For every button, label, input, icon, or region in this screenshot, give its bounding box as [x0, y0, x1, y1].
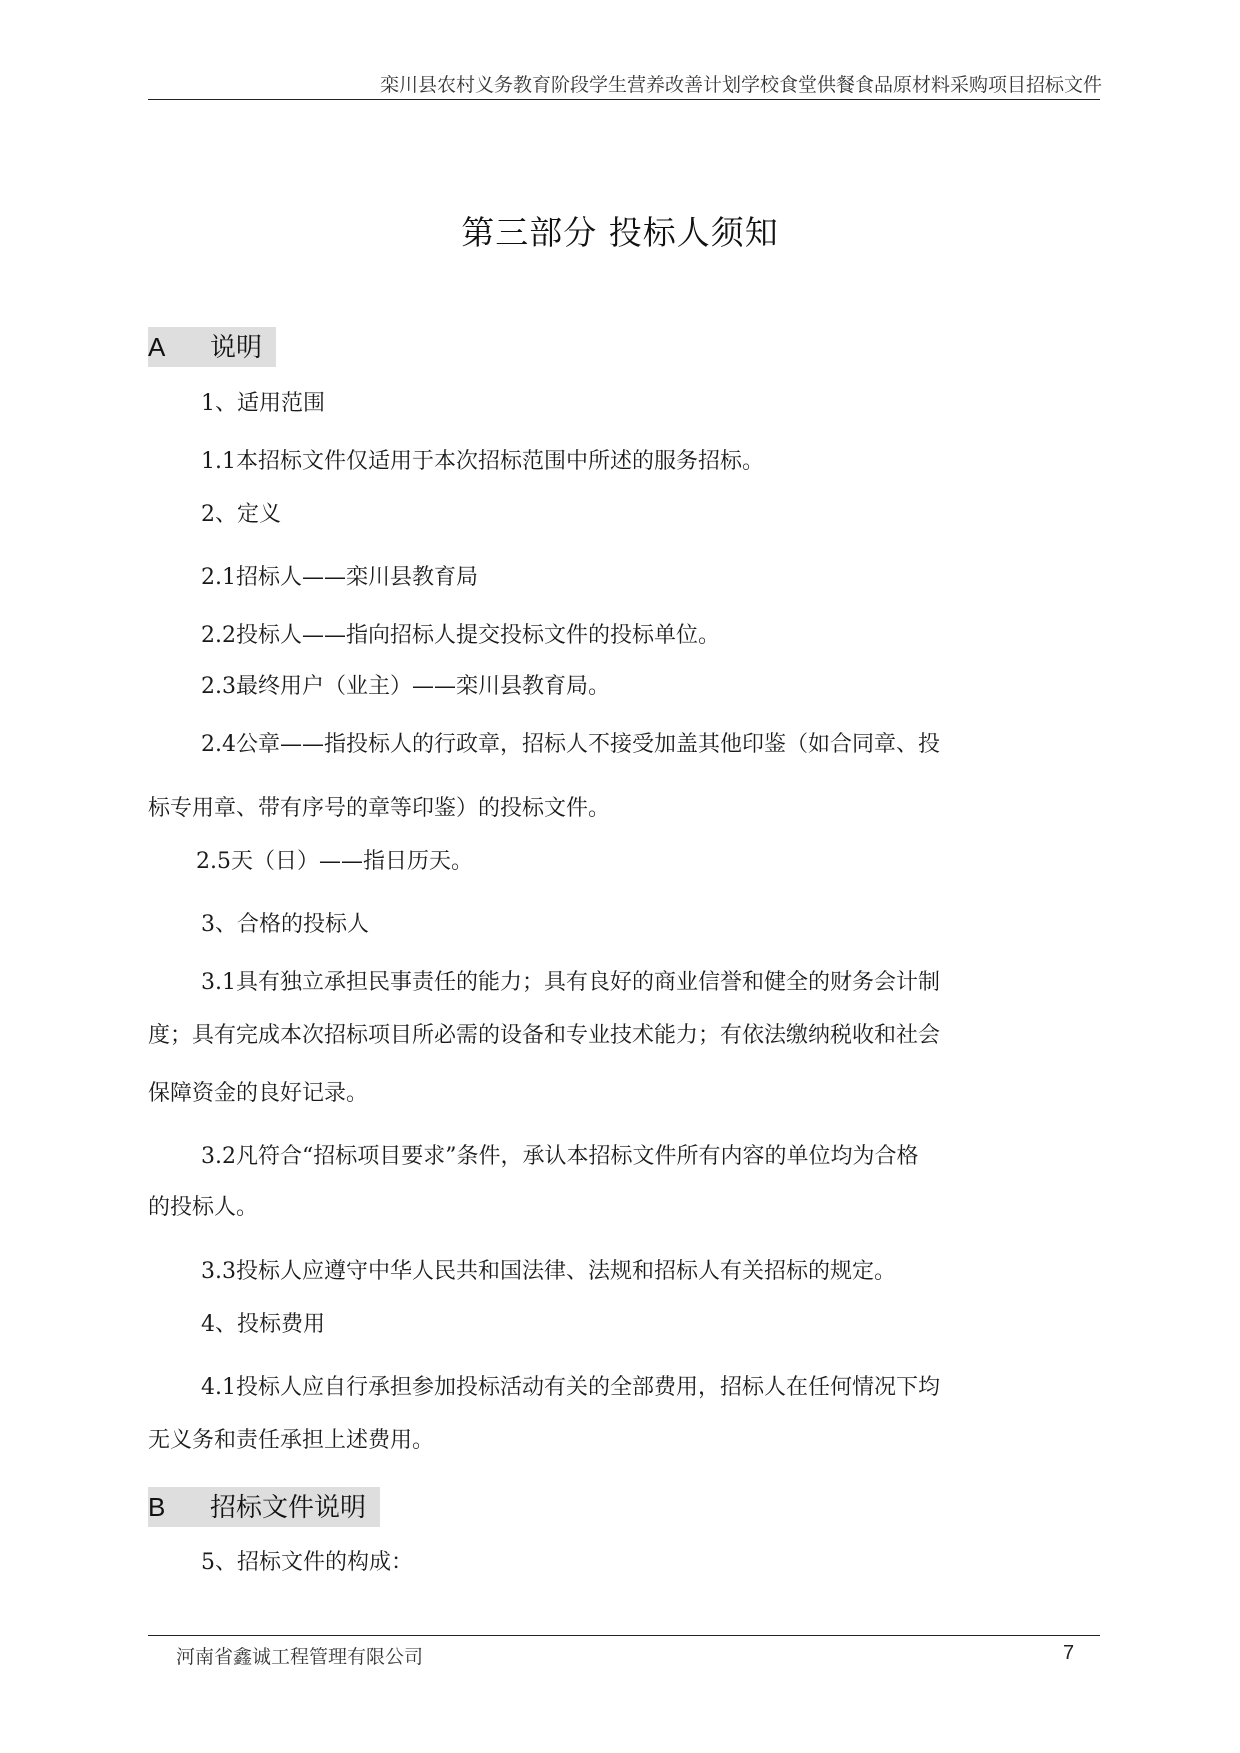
clause-5-heading: 5、招标文件的构成：	[201, 1550, 413, 1575]
clause-3-3: 3.3投标人应遵守中华人民共和国法律、法规和招标人有关招标的规定。	[201, 1259, 896, 1284]
clause-4-1-line-1: 4.1投标人应自行承担参加投标活动有关的全部费用，招标人在任何情况下均	[201, 1375, 940, 1400]
clause-2-4-line-1: 2.4公章——指投标人的行政章，招标人不接受加盖其他印鉴（如合同章、投	[201, 732, 940, 757]
clause-4-1-line-2: 无义务和责任承担上述费用。	[148, 1428, 435, 1453]
clause-3-2-line-1: 3.2凡符合“招标项目要求”条件，承认本招标文件所有内容的单位均为合格	[201, 1144, 919, 1169]
footer-company: 河南省鑫诚工程管理有限公司	[176, 1646, 424, 1668]
page-number: 7	[1063, 1642, 1075, 1664]
clause-1-heading: 1、适用范围	[201, 391, 325, 416]
section-heading-b	[148, 1487, 380, 1527]
clause-2-heading: 2、定义	[201, 502, 281, 527]
section-title-a: 说明	[210, 333, 263, 363]
clause-4-heading: 4、投标费用	[201, 1312, 325, 1337]
page-title: 第三部分 投标人须知	[461, 213, 779, 252]
section-title-b: 招标文件说明	[210, 1493, 367, 1523]
clause-2-2: 2.2投标人——指向招标人提交投标文件的投标单位。	[201, 623, 720, 648]
clause-3-heading: 3、合格的投标人	[201, 912, 369, 937]
clause-3-2-line-2: 的投标人。	[148, 1195, 259, 1220]
section-letter-a: A	[148, 332, 166, 362]
clause-2-5: 2.5天（日）——指日历天。	[196, 849, 473, 874]
section-heading-a	[148, 327, 276, 367]
header-divider	[148, 99, 1100, 100]
footer-divider	[148, 1635, 1100, 1636]
clause-3-1-line-1: 3.1具有独立承担民事责任的能力；具有良好的商业信誉和健全的财务会计制	[201, 970, 940, 995]
clause-2-3: 2.3最终用户（业主）——栾川县教育局。	[201, 674, 610, 699]
clause-3-1-line-2: 度；具有完成本次招标项目所必需的设备和专业技术能力；有依法缴纳税收和社会	[148, 1023, 941, 1048]
clause-2-4-line-2: 标专用章、带有序号的章等印鉴）的投标文件。	[148, 796, 611, 821]
clause-3-1-line-3: 保障资金的良好记录。	[148, 1081, 369, 1106]
running-header: 栾川县农村义务教育阶段学生营养改善计划学校食堂供餐食品原材料采购项目招标文件	[379, 74, 1102, 96]
section-letter-b: B	[148, 1492, 166, 1522]
clause-2-1: 2.1招标人——栾川县教育局	[201, 565, 478, 590]
clause-1-1: 1.1本招标文件仅适用于本次招标范围中所述的服务招标。	[201, 449, 764, 474]
